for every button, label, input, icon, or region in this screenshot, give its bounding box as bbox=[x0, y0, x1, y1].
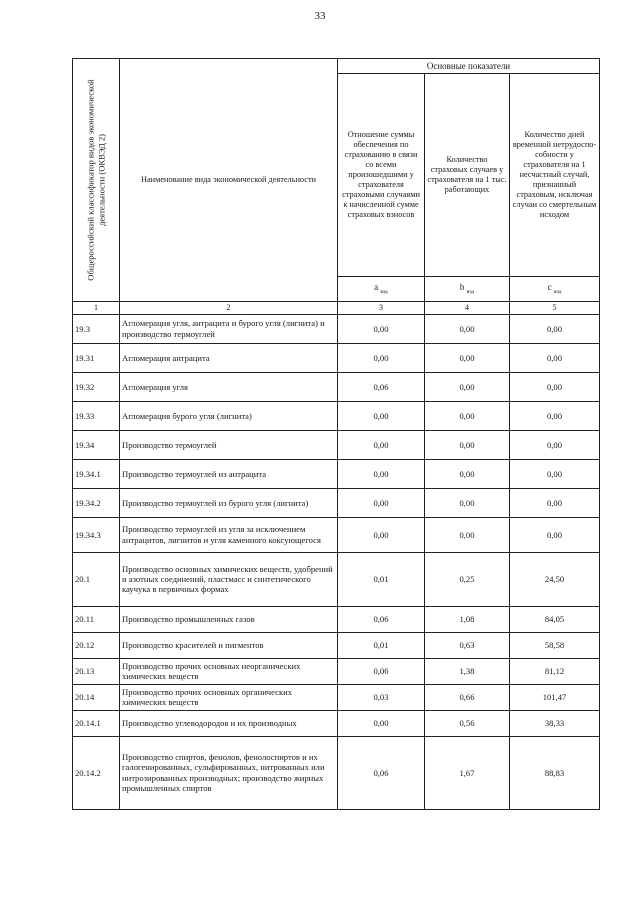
row-value-a: 0,06 bbox=[338, 606, 425, 632]
table-row bbox=[73, 343, 600, 372]
row-value-b: 0,00 bbox=[425, 372, 510, 401]
row-value-a: 0,06 bbox=[338, 736, 425, 809]
row-value-b: 0,00 bbox=[425, 430, 510, 459]
row-activity-name: Производство красителей и пигментов bbox=[120, 632, 338, 658]
classifier-header bbox=[73, 59, 120, 302]
activity-name-header: Наименование вида экономической деятельности bbox=[120, 59, 338, 302]
table-row bbox=[73, 552, 600, 606]
row-activity-name: Производство прочих основных органических химических веществ bbox=[120, 684, 338, 710]
row-value-b: 0,25 bbox=[425, 552, 510, 606]
table-row bbox=[73, 517, 600, 552]
row-activity-name: Производство промышленных газов bbox=[120, 606, 338, 632]
row-value-c: 0,00 bbox=[510, 488, 600, 517]
row-code: 19.3 bbox=[73, 314, 120, 343]
row-code: 20.14.1 bbox=[73, 710, 120, 736]
indicator-b-header: Количество страховых случаев у страхователя на 1 тыс. работающих bbox=[425, 74, 510, 277]
row-value-b: 0,00 bbox=[425, 314, 510, 343]
row-value-c: 101,47 bbox=[510, 684, 600, 710]
row-code: 19.34.2 bbox=[73, 488, 120, 517]
table-row bbox=[73, 430, 600, 459]
row-code: 19.34.1 bbox=[73, 459, 120, 488]
row-code: 19.33 bbox=[73, 401, 120, 430]
row-code: 19.34.3 bbox=[73, 517, 120, 552]
table-row bbox=[73, 632, 600, 658]
row-activity-name: Производство прочих основных неорганических химических веществ bbox=[120, 658, 338, 684]
table-row bbox=[73, 314, 600, 343]
row-code: 19.32 bbox=[73, 372, 120, 401]
row-value-b: 0,63 bbox=[425, 632, 510, 658]
main-indicators-header: Основные показатели bbox=[338, 59, 600, 74]
column-numbers-row bbox=[73, 302, 600, 315]
row-value-a: 0,00 bbox=[338, 401, 425, 430]
table-row bbox=[73, 658, 600, 684]
row-value-c: 81,12 bbox=[510, 658, 600, 684]
row-value-c: 0,00 bbox=[510, 372, 600, 401]
row-value-c: 0,00 bbox=[510, 430, 600, 459]
row-activity-name: Агломерация антрацита bbox=[120, 343, 338, 372]
classifier-header-text: Общероссийский классификатор видов экономической деятельности (ОКВЭД 2) bbox=[85, 79, 106, 281]
row-activity-name: Агломерация угля bbox=[120, 372, 338, 401]
row-value-b: 0,00 bbox=[425, 401, 510, 430]
row-code: 20.12 bbox=[73, 632, 120, 658]
row-value-a: 0,06 bbox=[338, 658, 425, 684]
row-value-c: 88,83 bbox=[510, 736, 600, 809]
column-number: 4 bbox=[425, 302, 510, 315]
row-value-c: 0,00 bbox=[510, 459, 600, 488]
row-code: 19.31 bbox=[73, 343, 120, 372]
row-value-a: 0,00 bbox=[338, 710, 425, 736]
row-value-b: 0,00 bbox=[425, 459, 510, 488]
row-activity-name: Производство углеводородов и их производных bbox=[120, 710, 338, 736]
page-number: 33 bbox=[314, 10, 326, 22]
row-value-c: 84,05 bbox=[510, 606, 600, 632]
row-value-a: 0,06 bbox=[338, 372, 425, 401]
table-row bbox=[73, 736, 600, 809]
indicator-a-header: Отношение суммы обеспечения по страхованию в связи со всеми произошедшими у страхователя страховыми случаями к начисленной сумме страховых взносов bbox=[338, 74, 425, 277]
column-number: 3 bbox=[338, 302, 425, 315]
row-activity-name: Производство термоуглей bbox=[120, 430, 338, 459]
column-number: 1 bbox=[73, 302, 120, 315]
row-activity-name: Агломерация угля, антрацита и бурого угля (лигнита) и производство термоуглей bbox=[120, 314, 338, 343]
row-value-c: 0,00 bbox=[510, 343, 600, 372]
row-value-c: 0,00 bbox=[510, 314, 600, 343]
row-activity-name: Производство термоуглей из бурого угля (лигнита) bbox=[120, 488, 338, 517]
table-row bbox=[73, 401, 600, 430]
column-number: 5 bbox=[510, 302, 600, 315]
row-code: 20.1 bbox=[73, 552, 120, 606]
row-code: 20.14 bbox=[73, 684, 120, 710]
symbol-a: a $_{вэд}$ bbox=[338, 277, 425, 302]
row-code: 20.13 bbox=[73, 658, 120, 684]
row-value-b: 0,00 bbox=[425, 517, 510, 552]
row-code: 20.14.2 bbox=[73, 736, 120, 809]
row-value-c: 0,00 bbox=[510, 517, 600, 552]
row-value-b: 1,38 bbox=[425, 658, 510, 684]
row-value-a: 0,00 bbox=[338, 430, 425, 459]
row-value-c: 38,33 bbox=[510, 710, 600, 736]
row-value-a: 0,01 bbox=[338, 552, 425, 606]
row-value-b: 0,66 bbox=[425, 684, 510, 710]
table-row bbox=[73, 488, 600, 517]
row-activity-name: Производство термоуглей из антрацита bbox=[120, 459, 338, 488]
table-row bbox=[73, 606, 600, 632]
row-value-b: 0,00 bbox=[425, 343, 510, 372]
row-value-a: 0,00 bbox=[338, 343, 425, 372]
table-row bbox=[73, 459, 600, 488]
row-activity-name: Производство основных химических веществ, удобрений и азотных соединений, пластмасс и синтетического каучука в первичных формах bbox=[120, 552, 338, 606]
symbol-b: b $_{вэд}$ bbox=[425, 277, 510, 302]
table-row bbox=[73, 684, 600, 710]
row-activity-name: Производство спиртов, фенолов, фенолоспиртов и их галогенированных, сульфированных, нитрованных или нитрозированных производных; производство жирных промышленных спиртов bbox=[120, 736, 338, 809]
row-value-a: 0,00 bbox=[338, 314, 425, 343]
row-value-b: 1,08 bbox=[425, 606, 510, 632]
indicators-table bbox=[72, 58, 600, 810]
row-value-b: 1,67 bbox=[425, 736, 510, 809]
row-activity-name: Производство термоуглей из угля за исключением антрацитов, лигнитов и угля каменного коксующегося bbox=[120, 517, 338, 552]
table-row bbox=[73, 372, 600, 401]
row-value-a: 0,00 bbox=[338, 517, 425, 552]
row-activity-name: Агломерация бурого угля (лигнита) bbox=[120, 401, 338, 430]
row-value-a: 0,00 bbox=[338, 488, 425, 517]
row-value-a: 0,01 bbox=[338, 632, 425, 658]
row-value-a: 0,00 bbox=[338, 459, 425, 488]
row-value-c: 58,58 bbox=[510, 632, 600, 658]
row-value-b: 0,56 bbox=[425, 710, 510, 736]
row-value-a: 0,03 bbox=[338, 684, 425, 710]
row-code: 19.34 bbox=[73, 430, 120, 459]
column-number: 2 bbox=[120, 302, 338, 315]
row-value-b: 0,00 bbox=[425, 488, 510, 517]
row-value-c: 0,00 bbox=[510, 401, 600, 430]
symbol-c: c $_{вэд}$ bbox=[510, 277, 600, 302]
table-row bbox=[73, 710, 600, 736]
indicator-c-header: Количество дней временной нетрудоспо-собности у страхователя на 1 несчастный случай, признанный страховым, исключая случаи со смертельным исходом bbox=[510, 74, 600, 277]
row-value-c: 24,50 bbox=[510, 552, 600, 606]
row-code: 20.11 bbox=[73, 606, 120, 632]
